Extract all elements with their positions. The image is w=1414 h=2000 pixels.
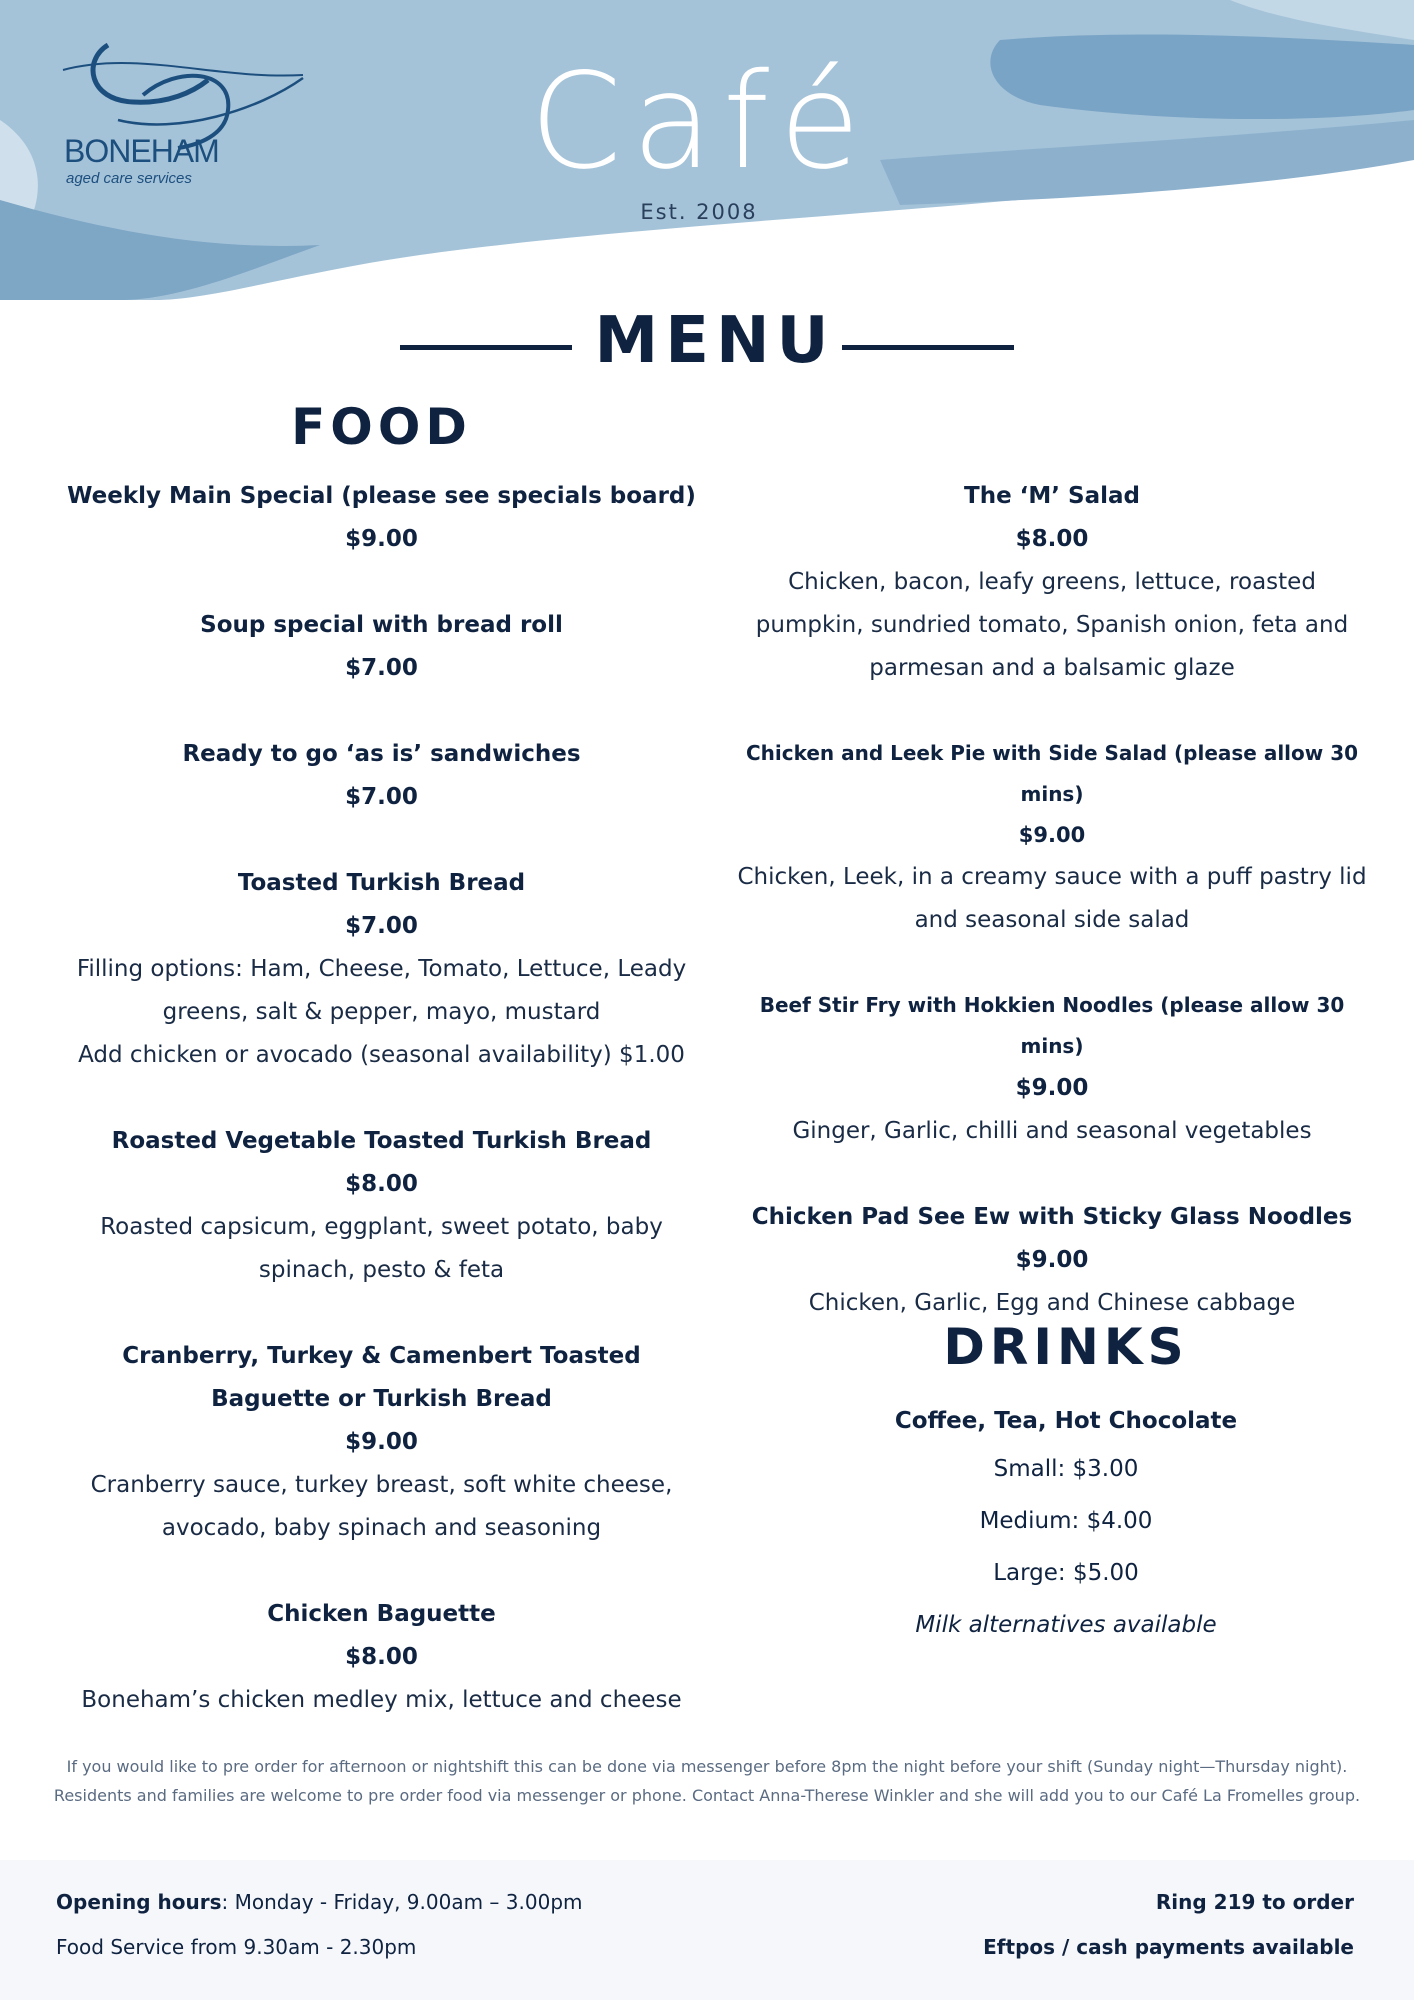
drinks-section (798, 1318, 1334, 1651)
item-extra: Add chicken or avocado (seasonal availability) $1.00 (78, 1042, 685, 1068)
menu-item (60, 1335, 703, 1550)
menu-divider-right (842, 345, 1014, 350)
preorder-notice (30, 1752, 1384, 1810)
item-name: Soup special with bread roll (200, 612, 563, 638)
item-price: $8.00 (345, 1644, 418, 1670)
drinks-item-name: Coffee, Tea, Hot Chocolate (894, 1408, 1238, 1434)
item-price: $9.00 (345, 526, 418, 552)
menu-item (60, 1593, 703, 1722)
cafe-title: Café (529, 45, 871, 199)
footer-left (56, 1880, 583, 1970)
item-price: $9.00 (345, 1429, 418, 1455)
footer (0, 1860, 1414, 2000)
menu-item (730, 985, 1374, 1153)
item-description: Boneham’s chicken medley mix, lettuce and cheese (81, 1687, 682, 1713)
payment-methods: Eftpos / cash payments available (983, 1935, 1354, 1959)
menu-item (730, 733, 1374, 942)
food-column-right (730, 475, 1374, 1368)
item-description: Chicken, bacon, leafy greens, lettuce, roasted pumpkin, sundried tomato, Spanish onion, feta and parmesan and a balsamic glaze (755, 569, 1349, 681)
item-price: $8.00 (345, 1171, 418, 1197)
menu-item (60, 604, 703, 690)
item-price: $9.00 (1015, 1075, 1089, 1101)
item-name: Weekly Main Special (please see specials board) (67, 483, 696, 509)
ring-to-order: Ring 219 to order (1155, 1890, 1354, 1914)
item-name: Toasted Turkish Bread (237, 870, 526, 896)
established-year: Est. 2008 (640, 200, 758, 224)
item-price: $8.00 (1015, 526, 1089, 552)
food-service-hours: Food Service from 9.30am - 2.30pm (56, 1935, 417, 1959)
item-price: $9.00 (1018, 823, 1086, 847)
drink-size-price: Small: $3.00 (993, 1456, 1139, 1482)
item-name: Beef Stir Fry with Hokkien Noodles (please allow 30 mins) (759, 993, 1345, 1058)
drinks-heading: DRINKS (943, 1318, 1189, 1376)
logo-tagline: aged care services (66, 170, 192, 187)
menu-item (60, 1120, 703, 1292)
item-description: Ginger, Garlic, chilli and seasonal vegetables (792, 1118, 1312, 1144)
opening-hours-value: : Monday - Friday, 9.00am – 3.00pm (221, 1890, 583, 1914)
drink-size-price: Large: $5.00 (993, 1560, 1139, 1586)
item-price: $7.00 (345, 784, 418, 810)
item-name: Ready to go ‘as is’ sandwiches (182, 741, 581, 767)
menu-title: MENU (594, 304, 836, 378)
item-name: Roasted Vegetable Toasted Turkish Bread (111, 1128, 652, 1154)
item-name: Chicken Pad See Ew with Sticky Glass Noodles (751, 1204, 1353, 1230)
menu-item (730, 475, 1374, 690)
food-column-left (60, 475, 703, 1765)
item-description: Cranberry sauce, turkey breast, soft white cheese, avocado, baby spinach and seasoning (90, 1472, 673, 1541)
logo-name: BONEHAM (64, 133, 219, 169)
menu-item (60, 862, 703, 1077)
item-description: Chicken, Garlic, Egg and Chinese cabbage (808, 1290, 1296, 1316)
opening-hours (56, 1880, 583, 1925)
item-description: Filling options: Ham, Cheese, Tomato, Lettuce, Leady greens, salt & pepper, mayo, mustard (76, 956, 687, 1025)
item-name: Cranberry, Turkey & Camenbert Toasted Baguette or Turkish Bread (122, 1343, 641, 1412)
menu-item (730, 1196, 1374, 1325)
item-description: Chicken, Leek, in a creamy sauce with a puff pastry lid and seasonal side salad (737, 864, 1367, 933)
food-heading: FOOD (291, 398, 472, 456)
menu-item (60, 733, 703, 819)
milk-alternatives-note: Milk alternatives available (915, 1612, 1217, 1638)
item-description: Roasted capsicum, eggplant, sweet potato, baby spinach, pesto & feta (100, 1214, 663, 1283)
item-name: Chicken and Leek Pie with Side Salad (please allow 30 mins) (745, 741, 1359, 806)
item-price: $7.00 (345, 655, 418, 681)
item-name: Chicken Baguette (267, 1601, 496, 1627)
opening-hours-label: Opening hours (56, 1890, 222, 1914)
drink-size-price: Medium: $4.00 (979, 1508, 1153, 1534)
item-name: The ‘M’ Salad (964, 483, 1140, 509)
item-price: $7.00 (345, 913, 418, 939)
item-price: $9.00 (1015, 1247, 1089, 1273)
notice-line: Residents and families are welcome to pre order food via messenger or phone. Contact Anna-Therese Winkler and she will add you to our Café La Fromelles group. (53, 1786, 1361, 1805)
notice-line: If you would like to pre order for afternoon or nightshift this can be done via messenger before 8pm the night before your shift (Sunday night—Thursday night). (66, 1757, 1348, 1776)
footer-right (983, 1880, 1354, 1970)
menu-item (60, 475, 703, 561)
menu-heading-row (0, 300, 1414, 380)
